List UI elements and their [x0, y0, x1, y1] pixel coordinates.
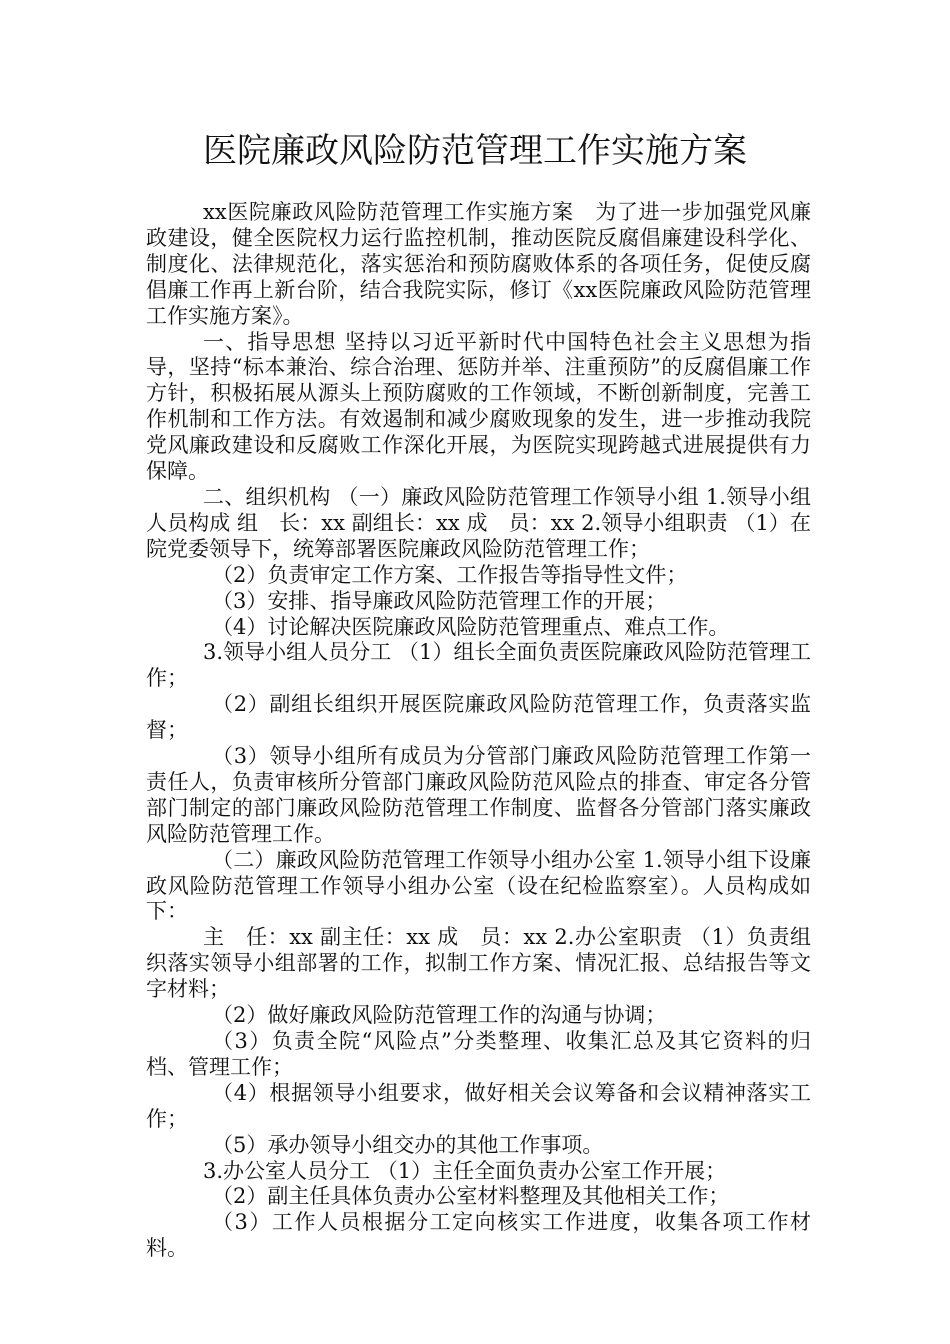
paragraph-office-members: 主 任：xx 副主任：xx 成 员：xx 2.办公室职责 （1）负责组织落实领导小组部署的工作，拟制工作方案、情况汇报、总结报告等文字材料；	[146, 925, 811, 1002]
paragraph-division: 3.领导小组人员分工 （1）组长全面负责医院廉政风险防范管理工作；	[146, 640, 811, 691]
paragraph-item: （3）工作人员根据分工定向核实工作进度，收集各项工作材料。	[146, 1210, 811, 1261]
paragraph-guiding-ideology: 一、指导思想 坚持以习近平新时代中国特色社会主义思想为指导，坚持“标本兼治、综合治理、惩防并举、注重预防”的反腐倡廉工作方针，积极拓展从源头上预防腐败的工作领域，不断创新制度，完善工作机制和工作方法。有效遏制和减少腐败现象的发生，进一步推动我院党风廉政建设和反腐败工作深化开展，为医院实现跨越式进展提供有力保障。	[146, 329, 811, 484]
paragraph-item: （2）副主任具体负责办公室材料整理及其他相关工作；	[212, 1184, 730, 1209]
paragraph-item: （3）领导小组所有成员为分管部门廉政风险防范管理工作第一责任人，负责审核所分管部门廉政风险防范风险点的排查、审定各分管部门制定的部门廉政风险防范管理工作制度、监督各分管部门落实廉政风险防范管理工作。	[146, 744, 811, 846]
paragraph-office: （二）廉政风险防范管理工作领导小组办公室 1.领导小组下设廉政风险防范管理工作领导小组办公室（设在纪检监察室）。人员构成如下：	[146, 847, 811, 924]
paragraph-office-division: 3.办公室人员分工 （1）主任全面负责办公室工作开展；	[203, 1158, 727, 1183]
paragraph-item: （2）做好廉政风险防范管理工作的沟通与协调；	[212, 1003, 667, 1028]
document-title: 医院廉政风险防范管理工作实施方案	[203, 131, 747, 171]
paragraph-item: （4）讨论解决医院廉政风险防范管理重点、难点工作。	[212, 614, 730, 639]
paragraph-intro: xx医院廉政风险防范管理工作实施方案 为了进一步加强党风廉政建设，健全医院权力运行监控机制，推动医院反腐倡廉建设科学化、制度化、法律规范化，落实惩治和预防腐败体系的各项任务，促使反腐倡廉工作再上新台阶，结合我院实际，修订《xx医院廉政风险防范管理工作实施方案》。	[146, 200, 811, 328]
paragraph-item: （4）根据领导小组要求，做好相关会议筹备和会议精神落实工作；	[146, 1080, 811, 1131]
paragraph-item: （3）安排、指导廉政风险防范管理工作的开展；	[212, 588, 667, 613]
paragraph-organization: 二、组织机构 （一）廉政风险防范管理工作领导小组 1.领导小组人员构成 组 长：xx 副组长：xx 成 员：xx 2.领导小组职责 （1）在院党委领导下，统筹部署医院廉政风险防范管理工作；	[146, 484, 811, 561]
document-body	[146, 200, 811, 1262]
paragraph-item: （5）承办领导小组交办的其他工作事项。	[212, 1132, 604, 1157]
paragraph-item: （2）负责审定工作方案、工作报告等指导性文件；	[212, 562, 688, 587]
paragraph-item: （3）负责全院“风险点”分类整理、收集汇总及其它资料的归档、管理工作；	[146, 1029, 811, 1079]
paragraph-item: （2）副组长组织开展医院廉政风险防范管理工作，负责落实监督；	[146, 692, 811, 743]
